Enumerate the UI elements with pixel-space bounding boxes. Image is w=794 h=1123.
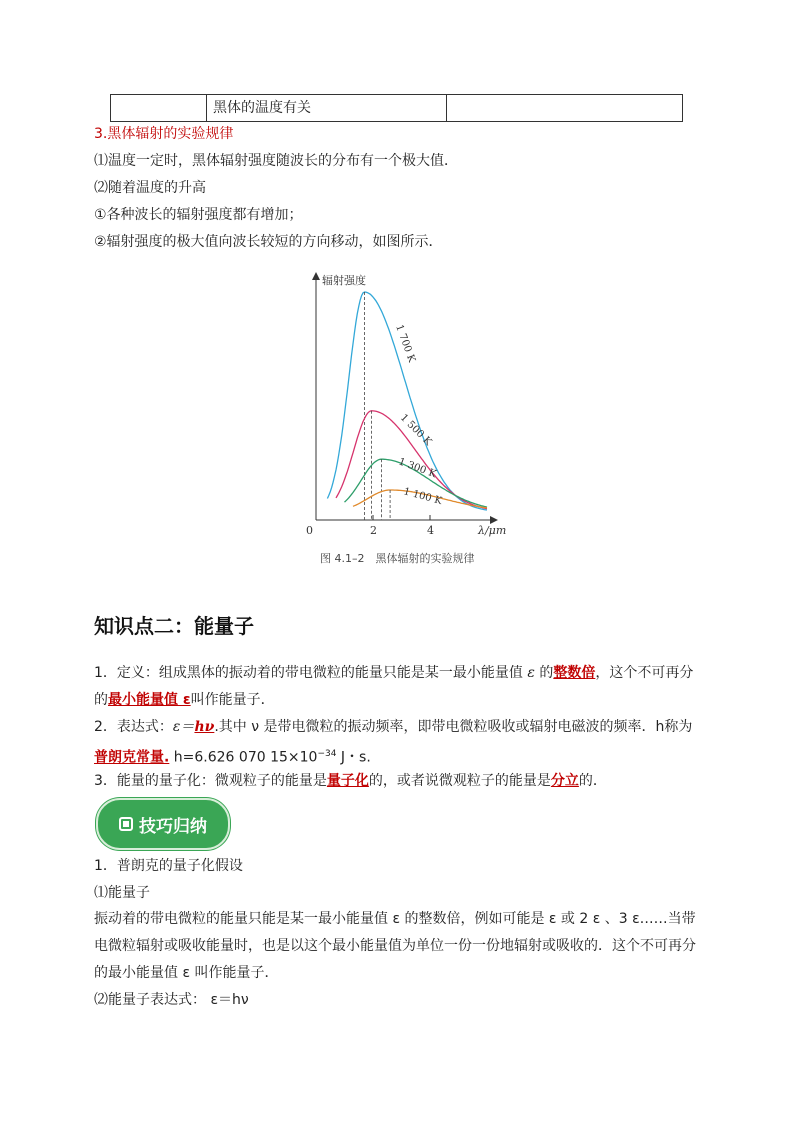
table-cell: 黑体的温度有关 — [207, 95, 447, 121]
text: ，这个不可再分的 — [94, 665, 694, 708]
highlight: 分立 — [550, 773, 579, 789]
table-cell — [111, 95, 207, 121]
y-axis-label: 辐射强度 — [322, 274, 366, 287]
highlight: hν — [194, 719, 215, 735]
text: 的，或者说微观粒子的能量是 — [368, 773, 551, 789]
series-label: 1 500 K — [397, 412, 434, 448]
text: ε＝ — [172, 719, 195, 735]
curves-group — [327, 292, 487, 520]
tick-label: 2 — [370, 524, 377, 537]
paragraph: ⑵能量子表达式： ε＝hν — [94, 992, 249, 1008]
series-curve — [327, 292, 487, 510]
text: −34 — [317, 749, 337, 759]
text: J・s. — [336, 749, 371, 766]
tips-button-label: 技巧归纳 — [139, 816, 207, 837]
paragraph: ②辐射强度的极大值向波长较短的方向移动，如图所示． — [94, 234, 443, 250]
text: h=6.626 070 15×10 — [169, 749, 318, 766]
text: 的． — [578, 773, 607, 789]
text: 的 — [534, 665, 554, 681]
paragraph: ⑴温度一定时，黑体辐射强度随波长的分布有一个极大值． — [94, 153, 458, 169]
paragraph: ⑴能量子 — [94, 885, 150, 901]
table-row — [110, 94, 683, 122]
series-label: 1 100 K — [402, 486, 444, 508]
paragraph-quantization — [94, 768, 704, 795]
text: .其中 ν 是带电微粒的振动频率，即带电微粒吸收或辐射电磁波的频率．h称为 — [214, 719, 693, 735]
x-axis-label: λ/μm — [478, 524, 507, 537]
highlight: 量子化 — [326, 773, 369, 789]
paragraph: ⑵随着温度的升高 — [94, 180, 206, 196]
paragraph: ①各种波长的辐射强度都有增加； — [94, 207, 303, 223]
paragraph-expression — [94, 714, 704, 772]
series-label: 1 700 K — [393, 323, 417, 364]
tick-label: 4 — [427, 524, 434, 537]
text: ε — [527, 665, 535, 681]
table-cell — [447, 95, 682, 121]
series-label: 1 300 K — [396, 456, 438, 481]
text: 叫作能量子． — [190, 692, 275, 708]
tick-label: 0 — [306, 524, 313, 537]
highlight: 普朗克常量. — [94, 749, 170, 766]
text: 3．能量的量子化：微观粒子的能量是 — [94, 773, 327, 789]
section-heading: 3.黑体辐射的实验规律 — [94, 126, 234, 142]
book-icon — [119, 817, 133, 831]
highlight: 最小能量值 ε — [108, 692, 191, 708]
text: 2．表达式： — [94, 719, 173, 735]
tips-button[interactable] — [96, 798, 230, 850]
paragraph-definition — [94, 660, 704, 714]
figure-caption: 图 4.1–2 黑体辐射的实验规律 — [320, 552, 475, 565]
paragraph: 振动着的带电微粒的能量只能是某一最小能量值 ε 的整数倍，例如可能是 ε 或 2 ε 、3 ε……当带电微粒辐射或吸收能量时，也是以这个最小能量值为单位一份一份地辐射或吸收的．这个不可再分的最小能量值 ε 叫作能量子． — [94, 911, 696, 981]
section-title: 知识点二：能量子 — [94, 614, 254, 638]
highlight: 整数倍 — [553, 665, 596, 681]
text: 1．定义：组成黑体的振动着的带电微粒的能量只能是某一最小能量值 — [94, 665, 528, 681]
paragraph: 1．普朗克的量子化假设 — [94, 858, 243, 874]
blackbody-chart — [300, 268, 520, 546]
